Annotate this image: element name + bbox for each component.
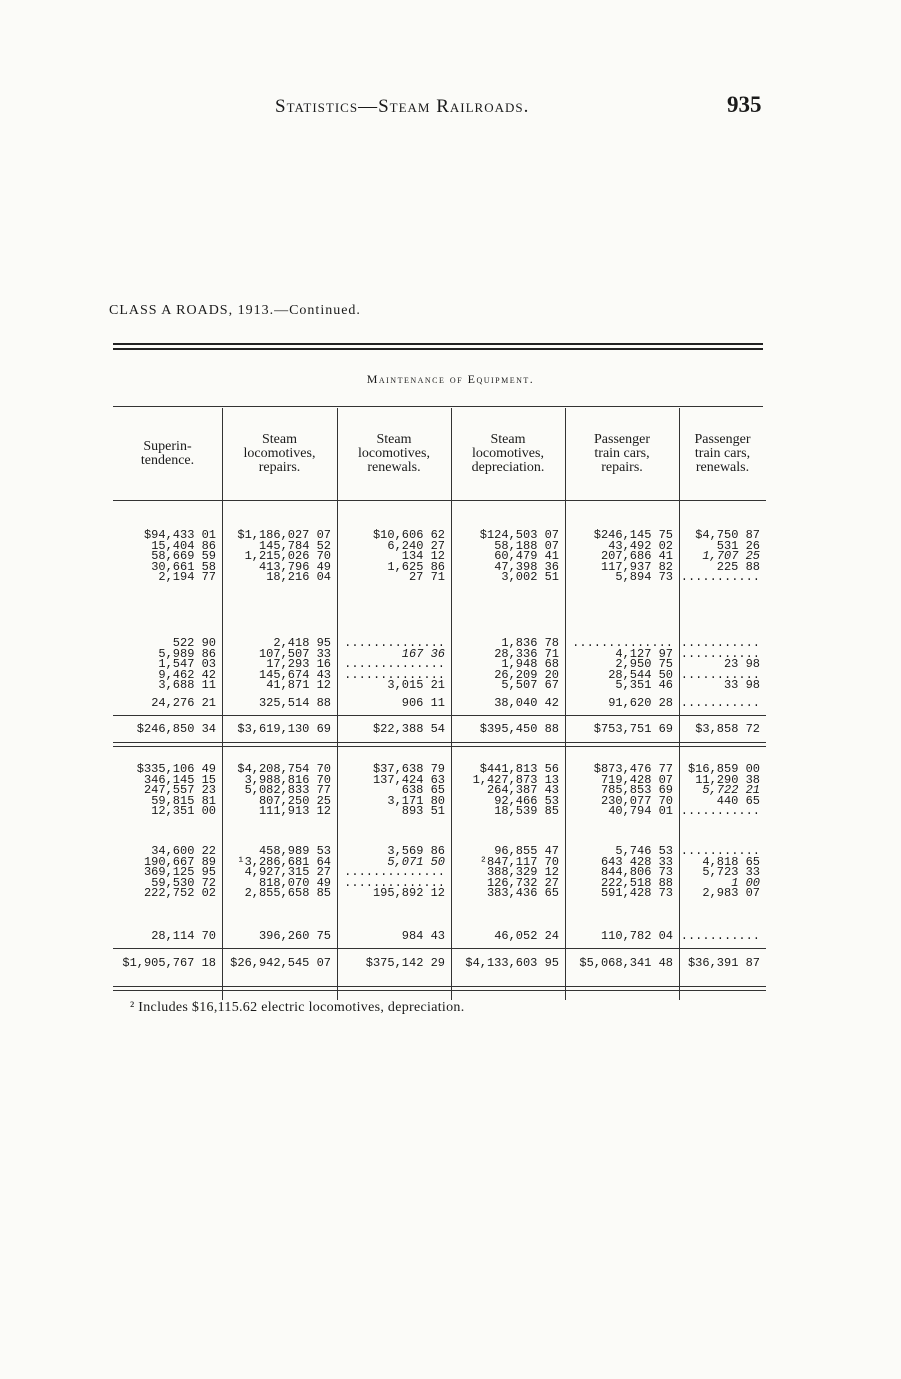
table-cell: $4,208,754 70 <box>237 762 331 776</box>
total-cell: $5,068,341 48 <box>579 956 673 970</box>
table-cell: 222,752 02 <box>143 886 216 900</box>
table-cell: 1,215,026 70 <box>244 549 331 563</box>
column-header-line: repairs. <box>601 460 643 475</box>
table-cell: 190,667 89 <box>143 854 216 869</box>
data-block <box>451 846 559 899</box>
table-cell: .............. <box>344 667 445 682</box>
footnote: ² Includes $16,115.62 electric locomotives, depreciation. <box>130 1000 465 1015</box>
table-cell: 5,723 33 <box>702 865 760 879</box>
table-cell: $4,750 87 <box>695 528 760 542</box>
column-header-line: tendence. <box>140 453 195 468</box>
data-block <box>222 638 331 691</box>
table-cell: 28,336 71 <box>494 646 559 661</box>
total-cell: $4,133,603 95 <box>465 956 559 970</box>
table-cell: 137,424 63 <box>372 772 445 787</box>
total-cell: $36,391 87 <box>687 956 760 970</box>
column-header <box>679 433 766 475</box>
table-cell: 11,290 38 <box>695 772 760 787</box>
table-cell: 225 88 <box>716 559 760 574</box>
table-cell: 59,530 72 <box>151 875 216 890</box>
table-cell: 388,329 12 <box>486 865 559 879</box>
table-cell: 2,194 77 <box>158 570 216 584</box>
table-cell: .............. <box>344 657 445 671</box>
table-cell: 92,466 53 <box>494 793 559 808</box>
data-block <box>337 638 445 691</box>
table-cell: 5,082,833 77 <box>244 783 331 797</box>
table-cell: 24,276 21 <box>151 696 216 710</box>
table-cell: 3,569 86 <box>387 844 445 858</box>
data-block <box>337 764 445 817</box>
table-cell: 134 12 <box>401 549 445 563</box>
table-cell: 46,052 24 <box>494 929 559 943</box>
data-block <box>565 638 673 691</box>
table-cell: 4,127 97 <box>615 646 673 661</box>
table-cell: $873,476 77 <box>593 762 673 776</box>
table-cell: 984 43 <box>401 929 445 943</box>
data-block <box>565 530 673 583</box>
double-rule <box>113 986 766 987</box>
table-cell: 91,620 28 <box>608 696 673 710</box>
table-cell: 3,015 21 <box>387 678 445 692</box>
table-cell: 247,557 23 <box>143 783 216 797</box>
column-header-line: locomotives, <box>358 446 430 461</box>
column-header <box>337 433 451 475</box>
table-cell: 1,836 78 <box>501 636 559 650</box>
table-cell: 643 428 33 <box>600 854 673 869</box>
table-cell: 906 11 <box>401 696 445 710</box>
table-cell: 2,950 75 <box>615 657 673 671</box>
table-cell: $16,859 00 <box>687 762 760 776</box>
table-cell: 38,040 42 <box>494 696 559 710</box>
data-block <box>113 638 216 691</box>
data-block <box>222 764 331 817</box>
table-cell: 818,070 49 <box>258 875 331 890</box>
table-cell: 1 00 <box>731 875 760 890</box>
table-cell: .............. <box>344 636 445 650</box>
total-cell: $375,142 29 <box>365 956 445 970</box>
table-cell: 325,514 88 <box>258 696 331 710</box>
table-cell: 17,293 16 <box>266 657 331 671</box>
table-cell: ²847,117 70 <box>479 854 559 869</box>
table-cell: 4,818 65 <box>702 854 760 869</box>
header-top-rule <box>113 406 763 407</box>
table-cell: 230,077 70 <box>600 793 673 808</box>
table-cell: 5,351 46 <box>615 678 673 692</box>
table-caption: Maintenance of Equipment. <box>366 372 535 386</box>
table-cell: 30,661 58 <box>151 559 216 574</box>
column-header-line: Steam <box>262 432 297 447</box>
table-cell: 591,428 73 <box>600 886 673 900</box>
table-cell: 26,209 20 <box>494 667 559 682</box>
table-cell: 3,988,816 70 <box>244 772 331 787</box>
table-cell: 383,436 65 <box>486 886 559 900</box>
data-block <box>679 846 760 899</box>
double-rule <box>113 746 766 747</box>
data-block <box>451 764 559 817</box>
table-cell: ........... <box>680 636 760 650</box>
table-cell: 195,892 12 <box>372 886 445 900</box>
table-cell: 41,871 12 <box>266 678 331 692</box>
section-title: CLASS A ROADS, 1913.—Continued. <box>109 303 361 318</box>
table-cell: 5,989 86 <box>158 646 216 661</box>
table-cell: 6,240 27 <box>387 538 445 553</box>
data-block <box>565 846 673 899</box>
data-block <box>113 530 216 583</box>
table-cell: 111,913 12 <box>258 804 331 818</box>
column-header-line: Passenger <box>694 432 751 447</box>
data-block <box>113 764 216 817</box>
totals-rule <box>113 948 766 949</box>
page-header <box>0 92 901 126</box>
data-block <box>113 846 216 899</box>
data-block <box>679 764 760 817</box>
table-cell: 40,794 01 <box>608 804 673 818</box>
table-cell: 2,983 07 <box>702 886 760 900</box>
table-cell: 844,806 73 <box>600 865 673 879</box>
header-bottom-rule <box>113 500 766 501</box>
table-cell: 396,260 75 <box>258 929 331 943</box>
table-cell: 222,518 88 <box>600 875 673 890</box>
data-block <box>679 530 760 583</box>
page-number: 935 <box>727 92 762 117</box>
running-title: Statistics—Steam Railroads. <box>275 96 530 117</box>
totals-rule <box>113 715 766 716</box>
total-cell: $3,619,130 69 <box>237 722 331 736</box>
table-cell: 12,351 00 <box>151 804 216 818</box>
table-cell: ........... <box>680 696 760 710</box>
table-cell: $246,145 75 <box>593 528 673 542</box>
table-cell: 28,544 50 <box>608 667 673 682</box>
column-header-line: locomotives, <box>472 446 544 461</box>
table-cell: $335,106 49 <box>136 762 216 776</box>
table-cell: 719,428 07 <box>600 772 673 787</box>
table-cell: 107,507 33 <box>258 646 331 661</box>
total-cell: $246,850 34 <box>136 722 216 736</box>
table-cell: 58,669 59 <box>151 549 216 563</box>
table-cell: .............. <box>344 875 445 890</box>
table-cell: $124,503 07 <box>479 528 559 542</box>
table-cell: 413,796 49 <box>258 559 331 574</box>
column-header-line: Passenger <box>594 432 650 447</box>
total-cell: $3,858 72 <box>695 722 760 736</box>
data-block <box>337 846 445 899</box>
table-cell: 5,894 73 <box>615 570 673 584</box>
table-cell: ........... <box>680 804 760 818</box>
table-cell: 15,404 86 <box>151 538 216 553</box>
table-cell: 893 51 <box>401 804 445 818</box>
table-cell: 145,674 43 <box>258 667 331 682</box>
table-cell: $1,186,027 07 <box>237 528 331 542</box>
table-cell: 5,507 67 <box>501 678 559 692</box>
column-header-line: locomotives, <box>243 446 316 461</box>
table-cell: ........... <box>680 929 760 943</box>
table-cell: 23 98 <box>723 657 760 671</box>
table-cell: 60,479 41 <box>494 549 559 563</box>
data-block <box>451 638 559 691</box>
table-cell: 126,732 27 <box>486 875 559 890</box>
table-cell: .............. <box>572 636 673 650</box>
total-cell: $753,751 69 <box>593 722 673 736</box>
table-cell: 264,387 43 <box>486 783 559 797</box>
data-block <box>451 530 559 583</box>
table-cell: 1,948 68 <box>501 657 559 671</box>
table-cell: 1,625 86 <box>387 559 445 574</box>
table-cell: 5,722 21 <box>702 783 760 797</box>
table-cell: ........... <box>680 646 760 661</box>
column-header-line: train cars, <box>594 446 650 461</box>
table-cell: 28,114 70 <box>151 929 216 943</box>
table-cell: 346,145 15 <box>143 772 216 787</box>
column-header-line: repairs. <box>258 460 301 475</box>
total-cell: $26,942,545 07 <box>230 956 331 970</box>
column-header-line: Steam <box>376 432 412 447</box>
table-cell: 785,853 69 <box>600 783 673 797</box>
column-header-line: Superin- <box>143 439 192 454</box>
data-block <box>337 530 445 583</box>
column-header-line: train cars, <box>694 446 751 461</box>
double-rule <box>113 990 766 991</box>
table-cell: 96,855 47 <box>494 844 559 858</box>
table-cell: ........... <box>680 570 760 584</box>
total-cell: $22,388 54 <box>372 722 445 736</box>
table-cell: 531 26 <box>716 538 760 553</box>
table-cell: 440 65 <box>716 793 760 808</box>
table-cell: 207,686 41 <box>600 549 673 563</box>
total-cell: $395,450 88 <box>479 722 559 736</box>
table-cell: 58,188 07 <box>494 538 559 553</box>
table-cell: ........... <box>680 667 760 682</box>
data-block <box>679 638 760 691</box>
table-cell: 18,539 85 <box>494 804 559 818</box>
table-cell: 5,746 53 <box>615 844 673 858</box>
table-cell: 9,462 42 <box>158 667 216 682</box>
data-block <box>222 846 331 899</box>
column-header <box>113 440 222 468</box>
table-cell: $37,638 79 <box>372 762 445 776</box>
table-cell: 4,927,315 27 <box>244 865 331 879</box>
table-cell: 1,707 25 <box>702 549 760 563</box>
table-cell: 34,600 22 <box>151 844 216 858</box>
table-cell: ¹3,286,681 64 <box>237 854 331 869</box>
table-cell: 5,071 50 <box>387 854 445 869</box>
table-cell: 167 36 <box>401 646 445 661</box>
table-cell: 110,782 04 <box>600 929 673 943</box>
table-cell: .............. <box>344 865 445 879</box>
table-cell: 2,418 95 <box>273 636 331 650</box>
table-cell: 3,002 51 <box>501 570 559 584</box>
column-header-line: renewals. <box>695 460 750 475</box>
data-block <box>222 530 331 583</box>
table-cell: $94,433 01 <box>143 528 216 542</box>
column-header <box>451 433 565 475</box>
table-cell: 117,937 82 <box>600 559 673 574</box>
table-cell: 145,784 52 <box>258 538 331 553</box>
double-rule-top <box>113 343 763 345</box>
table-cell: 3,171 80 <box>387 793 445 808</box>
table-cell: 18,216 04 <box>266 570 331 584</box>
table-cell: $441,813 56 <box>479 762 559 776</box>
table-cell: ........... <box>680 844 760 858</box>
table-cell: 369,125 95 <box>143 865 216 879</box>
table-cell: 458,989 53 <box>258 844 331 858</box>
table-cell: 1,427,873 13 <box>472 772 559 787</box>
column-header <box>565 433 679 475</box>
total-cell: $1,905,767 18 <box>122 956 216 970</box>
table-cell: 59,815 81 <box>151 793 216 808</box>
data-block <box>565 764 673 817</box>
table-cell: 27 71 <box>408 570 445 584</box>
table-cell: 47,398 36 <box>494 559 559 574</box>
table-cell: 807,250 25 <box>258 793 331 808</box>
double-rule <box>113 742 766 743</box>
table-cell: 522 90 <box>172 636 216 650</box>
table-cell: 638 65 <box>401 783 445 797</box>
table-cell: $10,606 62 <box>372 528 445 542</box>
column-header-line: renewals. <box>367 460 421 475</box>
column-header-line: Steam <box>490 432 526 447</box>
column-header <box>222 433 337 475</box>
table-cell: 3,688 11 <box>158 678 216 692</box>
table-cell: 2,855,658 85 <box>244 886 331 900</box>
table-cell: 33 98 <box>723 678 760 692</box>
double-rule-top-2 <box>113 348 763 350</box>
table-cell: 43,492 02 <box>608 538 673 553</box>
column-header-line: depreciation. <box>471 460 545 475</box>
table-cell: 1,547 03 <box>158 657 216 671</box>
